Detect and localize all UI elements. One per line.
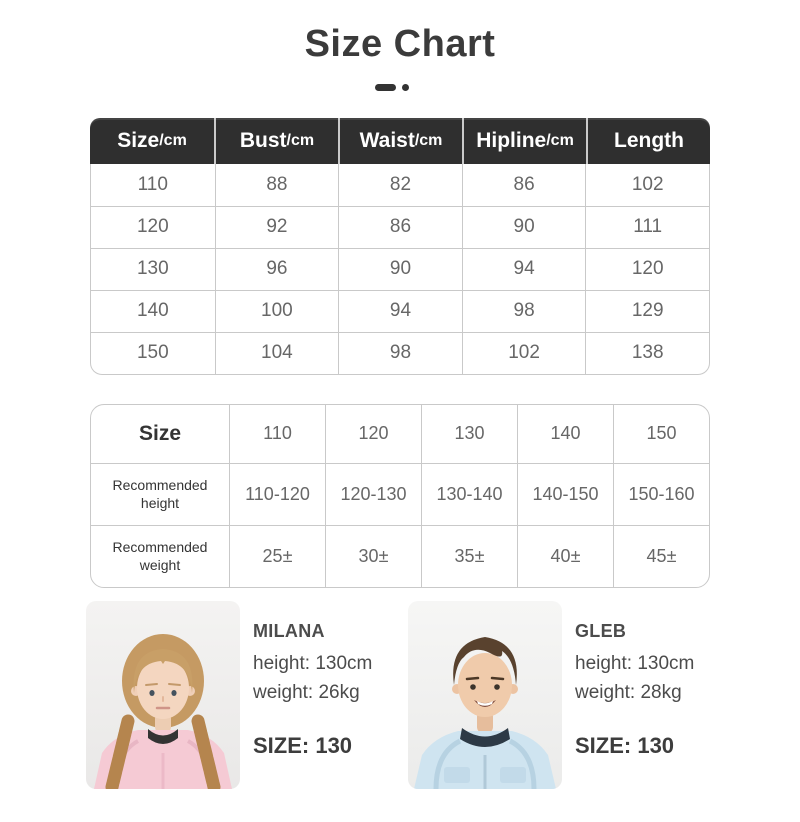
table-cell: 140: [136, 300, 169, 322]
model-cards: [86, 601, 714, 789]
header-cell-size: Size /cm: [117, 128, 187, 152]
fit-height-value: 120-130: [325, 464, 421, 525]
page-title: Size Chart: [304, 23, 496, 65]
table-cell: 82: [338, 164, 462, 206]
underline-dot-icon: [402, 84, 409, 91]
fit-size-row: [91, 405, 709, 463]
model-card-gleb: [408, 601, 714, 789]
model-weight: weight: 28kg: [575, 682, 682, 704]
table-cell: 98: [338, 333, 462, 374]
table-cell: 102: [585, 164, 709, 206]
fit-recommendation-table: [90, 404, 710, 588]
table-cell: 120: [136, 216, 169, 238]
fit-height-value: 140-150: [517, 464, 613, 525]
fit-size-value: 130: [421, 405, 517, 463]
fit-size-label: Size: [138, 421, 182, 445]
fit-weight-row: [91, 525, 709, 587]
table-row: [91, 290, 709, 332]
table-cell: 111: [585, 207, 709, 248]
measurements-table-body: [90, 164, 710, 375]
fit-height-label: Recommended height: [112, 476, 208, 512]
fit-height-row: [91, 463, 709, 525]
fit-weight-value: 45±: [613, 526, 709, 587]
fit-weight-label: Recommended weight: [112, 538, 208, 574]
table-cell: 94: [338, 291, 462, 332]
table-row: [91, 206, 709, 248]
milana-photo: [86, 601, 240, 789]
model-size: SIZE: 130: [575, 733, 675, 759]
header-cell-bust: Bust /cm: [214, 118, 338, 164]
model-weight: weight: 26kg: [253, 682, 360, 704]
gleb-photo: [408, 601, 562, 789]
table-cell: 138: [585, 333, 709, 374]
fit-height-value: 130-140: [421, 464, 517, 525]
fit-size-value: 140: [517, 405, 613, 463]
table-cell: 120: [585, 249, 709, 290]
fit-weight-value: 30±: [325, 526, 421, 587]
table-cell: 98: [462, 291, 586, 332]
fit-height-value: 150-160: [613, 464, 709, 525]
table-cell: 94: [462, 249, 586, 290]
model-height: height: 130cm: [575, 652, 695, 674]
fit-size-value: 150: [613, 405, 709, 463]
model-name: MILANA: [253, 620, 325, 641]
model-name: GLEB: [575, 620, 627, 641]
model-height: height: 130cm: [253, 652, 373, 674]
table-cell: 90: [338, 249, 462, 290]
table-cell: 100: [215, 291, 339, 332]
table-cell: 90: [462, 207, 586, 248]
table-cell: 150: [136, 342, 169, 364]
table-row: [91, 332, 709, 374]
table-row: [91, 164, 709, 206]
table-cell: 129: [585, 291, 709, 332]
underline-dash-icon: [375, 84, 396, 91]
measurements-table: [90, 118, 710, 375]
table-cell: 92: [215, 207, 339, 248]
table-cell: 96: [215, 249, 339, 290]
fit-weight-value: 40±: [517, 526, 613, 587]
table-cell: 102: [462, 333, 586, 374]
fit-size-value: 120: [325, 405, 421, 463]
milana-info: [253, 601, 372, 789]
fit-size-value: 110: [229, 405, 325, 463]
header-cell-hipline: Hipline /cm: [462, 118, 586, 164]
header-cell-waist: Waist /cm: [338, 118, 462, 164]
gleb-info: [575, 601, 694, 789]
model-card-milana: [86, 601, 392, 789]
fit-weight-value: 25±: [229, 526, 325, 587]
table-cell: 86: [462, 164, 586, 206]
title-underline: [0, 84, 792, 91]
model-size: SIZE: 130: [253, 733, 353, 759]
table-cell: 88: [215, 164, 339, 206]
table-cell: 104: [215, 333, 339, 374]
table-cell: 86: [338, 207, 462, 248]
table-cell: 110: [137, 173, 168, 195]
header-cell-length: Length: [586, 118, 710, 164]
table-row: [91, 248, 709, 290]
measurements-table-header: [90, 118, 710, 164]
size-chart-page: [0, 22, 800, 822]
fit-height-value: 110-120: [229, 464, 325, 525]
table-cell: 130: [136, 258, 169, 280]
fit-weight-value: 35±: [421, 526, 517, 587]
